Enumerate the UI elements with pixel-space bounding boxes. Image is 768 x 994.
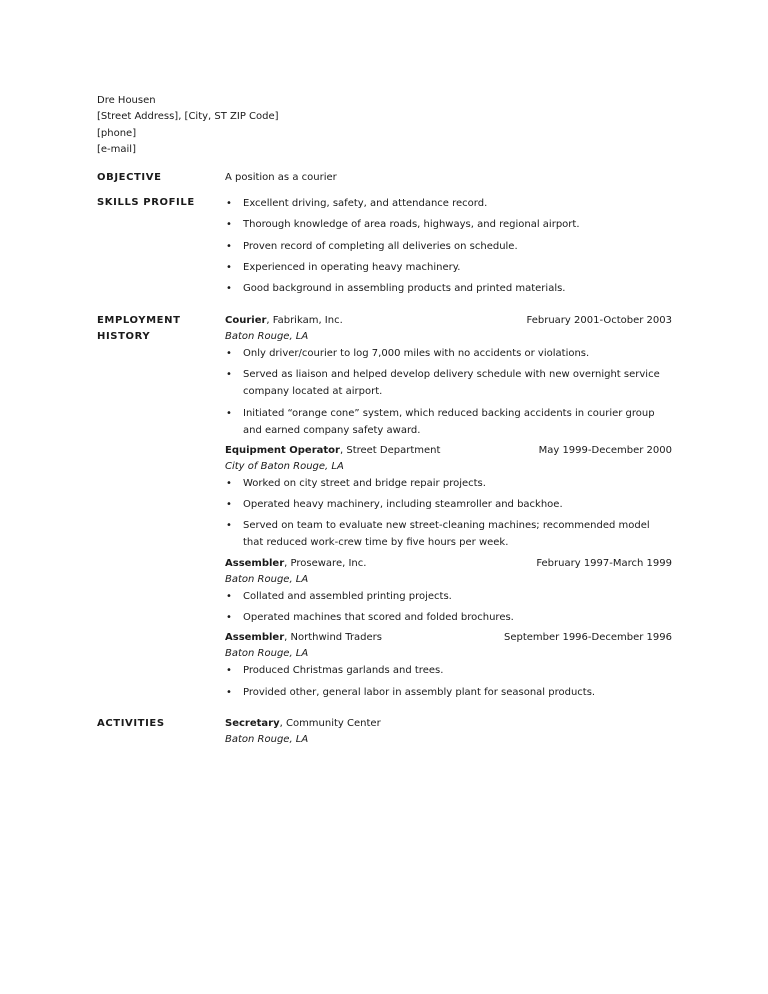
job-company: , Northwind Traders (284, 632, 383, 644)
street-address: [Street Address], [City, ST ZIP Code] (97, 111, 279, 123)
activity-organization: , Community Center (279, 718, 381, 729)
skills-label: SKILLS PROFILE (97, 197, 195, 208)
list-item: • Experienced in operating heavy machinery. (225, 259, 672, 276)
job-duties-list (225, 662, 672, 700)
job-entry (225, 313, 672, 439)
job-location: Baton Rouge, LA (225, 331, 309, 342)
activity-location: Baton Rouge, LA (225, 734, 309, 745)
job-location: Baton Rouge, LA (225, 648, 309, 660)
job-duties-list (225, 588, 672, 626)
employment-label (97, 313, 217, 345)
list-item: • Produced Christmas garlands and trees. (225, 662, 672, 679)
list-item: • Proven record of completing all deliveries on schedule. (225, 238, 672, 255)
objective-label: OBJECTIVE (97, 172, 162, 183)
job-location: City of Baton Rouge, LA (225, 460, 344, 472)
applicant-name: Dre Housen (97, 95, 156, 106)
job-entry (225, 556, 672, 626)
phone-number: [phone] (97, 127, 137, 139)
list-item: • Operated heavy machinery, including steamroller and backhoe. (225, 496, 672, 513)
job-company: , Street Department (339, 444, 441, 456)
job-dates: May 1999-December 2000 (538, 444, 672, 456)
job-duties-list (225, 345, 672, 439)
list-item: • Served as liaison and helped develop delivery schedule with new overnight service company located at airport. (225, 366, 672, 400)
list-item: • Served on team to evaluate new street-cleaning machines; recommended model that reduced work-crew time by five hours per week. (225, 517, 672, 551)
job-duties-list (225, 475, 672, 552)
job-title: Assembler (225, 557, 285, 569)
job-title: Assembler (225, 632, 285, 644)
contact-block (97, 93, 279, 158)
employment-label-line2: HISTORY (97, 331, 151, 342)
job-entry (225, 630, 672, 700)
job-entry (225, 443, 672, 552)
list-item: • Thorough knowledge of area roads, highways, and regional airport. (225, 216, 672, 233)
job-dates: September 1996-December 1996 (504, 632, 672, 644)
activity-title: Secretary (225, 718, 280, 729)
job-company: , Fabrikam, Inc. (266, 315, 343, 326)
list-item: • Worked on city street and bridge repair projects. (225, 475, 672, 492)
job-dates: February 1997-March 1999 (536, 557, 672, 569)
job-title: Courier (225, 315, 267, 326)
job-dates: February 2001-October 2003 (526, 315, 672, 326)
activities-label: ACTIVITIES (97, 718, 165, 729)
job-title: Equipment Operator (225, 444, 340, 456)
email-address: [e-mail] (97, 143, 136, 155)
objective-text: A position as a courier (225, 172, 337, 183)
job-company: , Proseware, Inc. (284, 557, 367, 569)
job-location: Baton Rouge, LA (225, 573, 309, 585)
list-item: • Excellent driving, safety, and attendance record. (225, 195, 672, 212)
list-item: • Collated and assembled printing projects. (225, 588, 672, 605)
list-item: • Provided other, general labor in assembly plant for seasonal products. (225, 684, 672, 701)
skills-list (225, 195, 672, 297)
list-item: • Operated machines that scored and folded brochures. (225, 609, 672, 626)
employment-label-line1: EMPLOYMENT (97, 315, 181, 326)
list-item: • Good background in assembling products and printed materials. (225, 280, 672, 297)
list-item: • Initiated “orange cone” system, which reduced backing accidents in courier group and earned company safety award. (225, 405, 672, 439)
list-item: • Only driver/courier to log 7,000 miles with no accidents or violations. (225, 345, 672, 362)
